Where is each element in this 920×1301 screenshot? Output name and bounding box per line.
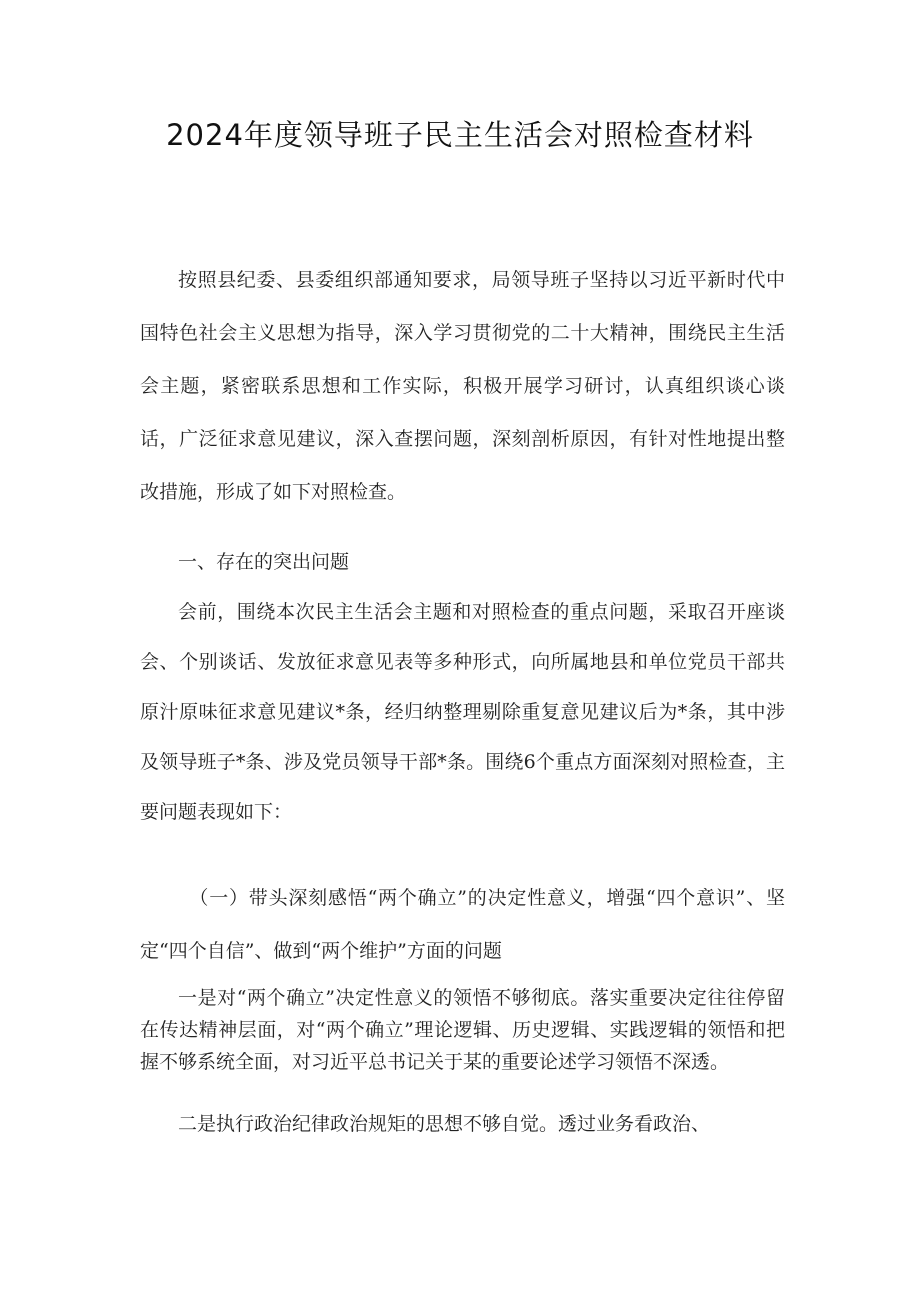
- document-title: 2024年度领导班子民主生活会对照检查材料: [166, 118, 754, 152]
- section-heading: 一、存在的突出问题: [178, 551, 350, 573]
- section-paragraph: 会前，围绕本次民主生活会主题和对照检查的重点问题，采取召开座谈会、个别谈话、发放征求意见表等多种形式，向所属地县和单位党员干部共原汁原味征求意见建议*条，经归纳整理剔除重复意见建议后为*条，其中涉及领导班子*条、涉及党员领导干部*条。围绕6个重点方面深刻对照检查，主要问题表现如下：: [140, 601, 785, 823]
- subsection-heading: （一）带头深刻感悟“两个确立”的决定性意义，增强“四个意识”、坚定“四个自信”、做到“两个维护”方面的问题: [140, 887, 785, 962]
- item-paragraph-2: 二是执行政治纪律政治规矩的思想不够自觉。透过业务看政治、: [178, 1113, 711, 1135]
- intro-paragraph: 按照县纪委、县委组织部通知要求，局领导班子坚持以习近平新时代中国特色社会主义思想为指导，深入学习贯彻党的二十大精神，围绕民主生活会主题，紧密联系思想和工作实际，积极开展学习研讨，认真组织谈心谈话，广泛征求意见建议，深入查摆问题，深刻剖析原因，有针对性地提出整改措施，形成了如下对照检查。: [140, 269, 785, 503]
- item-paragraph-1: 一是对“两个确立”决定性意义的领悟不够彻底。落实重要决定往往停留在传达精神层面，对“两个确立”理论逻辑、历史逻辑、实践逻辑的领悟和把握不够系统全面，对习近平总书记关于某的重要论述学习领悟不深透。: [140, 987, 785, 1073]
